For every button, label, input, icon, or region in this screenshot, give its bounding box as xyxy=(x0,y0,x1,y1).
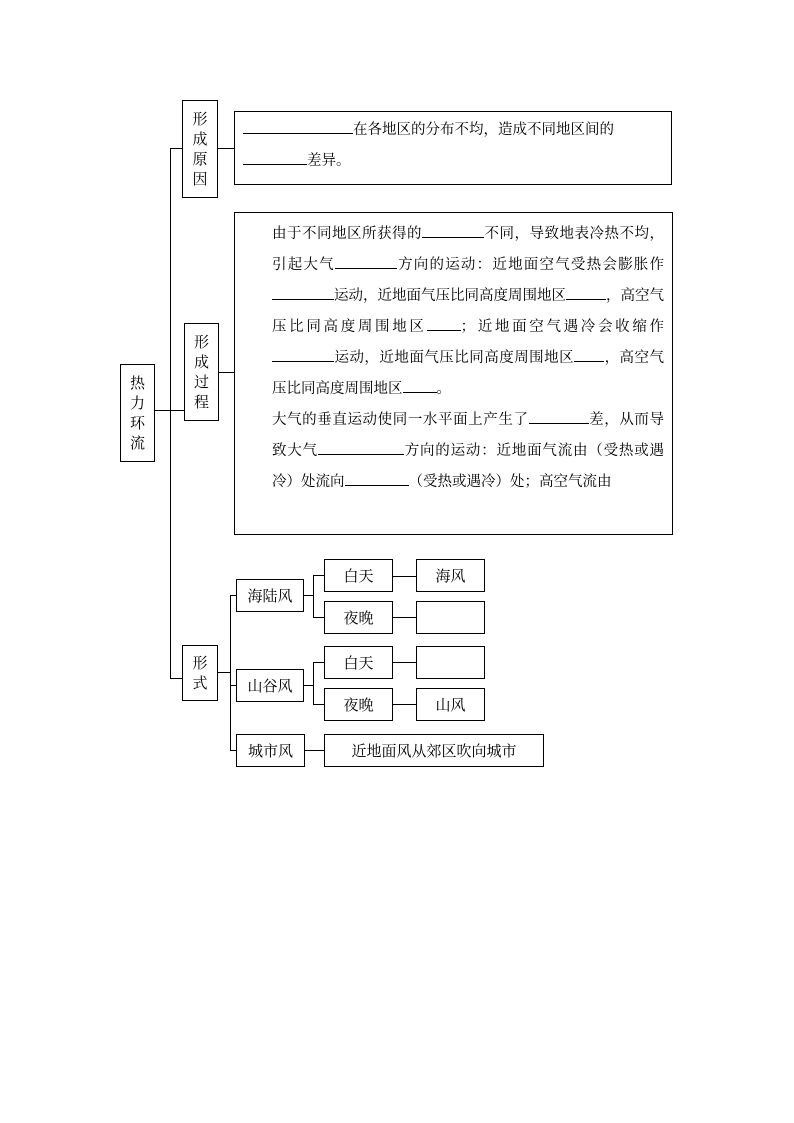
forms-label-char: 式 xyxy=(192,674,208,692)
process-label-char: 过 xyxy=(193,373,209,391)
valley-day-label: 白天 xyxy=(343,654,374,672)
city-wind-desc: 近地面风从郊区吹向城市 xyxy=(351,742,517,760)
valley-day-box xyxy=(324,646,393,679)
answer-blank[interactable] xyxy=(243,150,307,165)
answer-blank[interactable] xyxy=(566,285,606,300)
city-link xyxy=(304,750,324,751)
process-p1-text: 运动，近地面气压比同高度周围地区 xyxy=(334,288,566,304)
root-label-char: 热 xyxy=(129,374,145,392)
valley-night-label: 夜晚 xyxy=(343,696,374,714)
valley-bracket-top xyxy=(313,662,324,663)
cause-text-1: 在各地区的分布不均，造成不同地区间的 xyxy=(353,122,614,138)
sea-land-wind-label: 海陆风 xyxy=(247,587,293,605)
cause-label-char: 因 xyxy=(192,170,208,188)
root-label-box xyxy=(120,364,155,462)
process-content-box xyxy=(234,212,673,535)
valley-day-wind-box[interactable] xyxy=(416,646,485,679)
sea-land-bracket-bottom xyxy=(313,617,324,618)
forms-connector xyxy=(218,672,230,673)
sea-land-connector xyxy=(303,595,313,596)
cause-label-box xyxy=(182,100,218,198)
answer-blank[interactable] xyxy=(335,254,397,269)
valley-connector xyxy=(303,685,313,686)
answer-blank[interactable] xyxy=(272,347,334,362)
sea-land-night-label: 夜晚 xyxy=(343,609,374,627)
answer-blank[interactable] xyxy=(318,440,404,455)
valley-night-wind: 山风 xyxy=(435,696,466,714)
valley-night-wind-box xyxy=(416,688,485,721)
process-p1-text: 方向的运动：近地面空气受热会膨胀作 xyxy=(396,257,665,273)
root-label-char: 流 xyxy=(129,434,145,452)
sea-land-day-box xyxy=(324,559,393,592)
cause-content-box xyxy=(234,111,672,185)
answer-blank[interactable] xyxy=(345,471,409,486)
cause-text-2: 差异。 xyxy=(307,153,351,169)
root-label-char: 环 xyxy=(129,414,145,432)
process-p1-text: ；近地面空气遇冷会收缩作 xyxy=(460,319,665,335)
cause-label-char: 形 xyxy=(192,110,208,128)
valley-night-link xyxy=(392,704,416,705)
sea-land-day-link xyxy=(392,576,416,577)
cause-label-char: 原 xyxy=(192,150,208,168)
root-connector xyxy=(155,410,170,411)
sea-land-bracket-vertical xyxy=(313,575,314,618)
forms-label-char: 形 xyxy=(192,654,208,672)
process-label-char: 形 xyxy=(193,333,209,351)
valley-day-link xyxy=(392,662,416,663)
process-p1-text: ，高空气压比同高度周围地区 xyxy=(272,288,664,335)
valley-night-box xyxy=(324,688,393,721)
valley-wind-box xyxy=(236,669,304,702)
process-p2-text: 方向的运动：近地面气流由（受热或遇冷）处流向 xyxy=(272,443,665,490)
answer-blank[interactable] xyxy=(529,409,589,424)
valley-wind-label: 山谷风 xyxy=(247,677,293,695)
city-wind-box xyxy=(236,734,305,767)
sea-land-day-wind: 海风 xyxy=(435,567,466,585)
root-bracket-middle xyxy=(170,410,184,411)
process-label-box xyxy=(184,323,219,421)
process-p2-text: 差，从而导致大气 xyxy=(272,412,665,459)
sea-land-night-wind-box[interactable] xyxy=(416,601,485,634)
answer-blank[interactable] xyxy=(427,316,461,331)
cause-label-char: 成 xyxy=(192,130,208,148)
sea-land-day-label: 白天 xyxy=(343,567,374,585)
answer-blank[interactable] xyxy=(574,347,604,362)
root-bracket-top xyxy=(170,148,182,149)
forms-bracket-vertical xyxy=(230,595,231,750)
sea-land-bracket-top xyxy=(313,575,324,576)
answer-blank[interactable] xyxy=(272,285,334,300)
process-p1-text: ，高空气压比同高度周围地区 xyxy=(272,350,664,397)
process-p2-text: （受热或遇冷）处；高空气流由 xyxy=(408,474,612,490)
process-p2-text: 大气的垂直运动使同一水平面上产生了 xyxy=(272,412,529,428)
valley-bracket-vertical xyxy=(313,662,314,705)
root-label-char: 力 xyxy=(129,394,145,412)
answer-blank[interactable] xyxy=(422,223,484,238)
city-wind-desc-box xyxy=(324,734,544,767)
root-bracket-vertical xyxy=(170,148,171,678)
sea-land-day-wind-box xyxy=(416,559,485,592)
sea-land-night-link xyxy=(392,617,416,618)
answer-blank[interactable] xyxy=(243,119,353,134)
root-bracket-bottom xyxy=(170,678,182,679)
sea-land-wind-box xyxy=(236,579,304,612)
process-p1-text: 不同，导致地表冷热不均，引起大气 xyxy=(272,226,664,273)
sea-land-night-box xyxy=(324,601,393,634)
cause-connector xyxy=(218,148,234,149)
valley-bracket-bottom xyxy=(313,704,324,705)
forms-label-box xyxy=(182,645,218,701)
answer-blank[interactable] xyxy=(403,378,437,393)
process-p1-text: 运动，近地面气压比同高度周围地区 xyxy=(334,350,575,366)
process-p1-text: 由于不同地区所获得的 xyxy=(272,226,422,242)
process-label-char: 程 xyxy=(193,393,209,411)
process-p1-text: 。 xyxy=(436,381,451,397)
process-connector xyxy=(219,372,234,373)
city-wind-label: 城市风 xyxy=(247,742,293,760)
process-label-char: 成 xyxy=(193,353,209,371)
